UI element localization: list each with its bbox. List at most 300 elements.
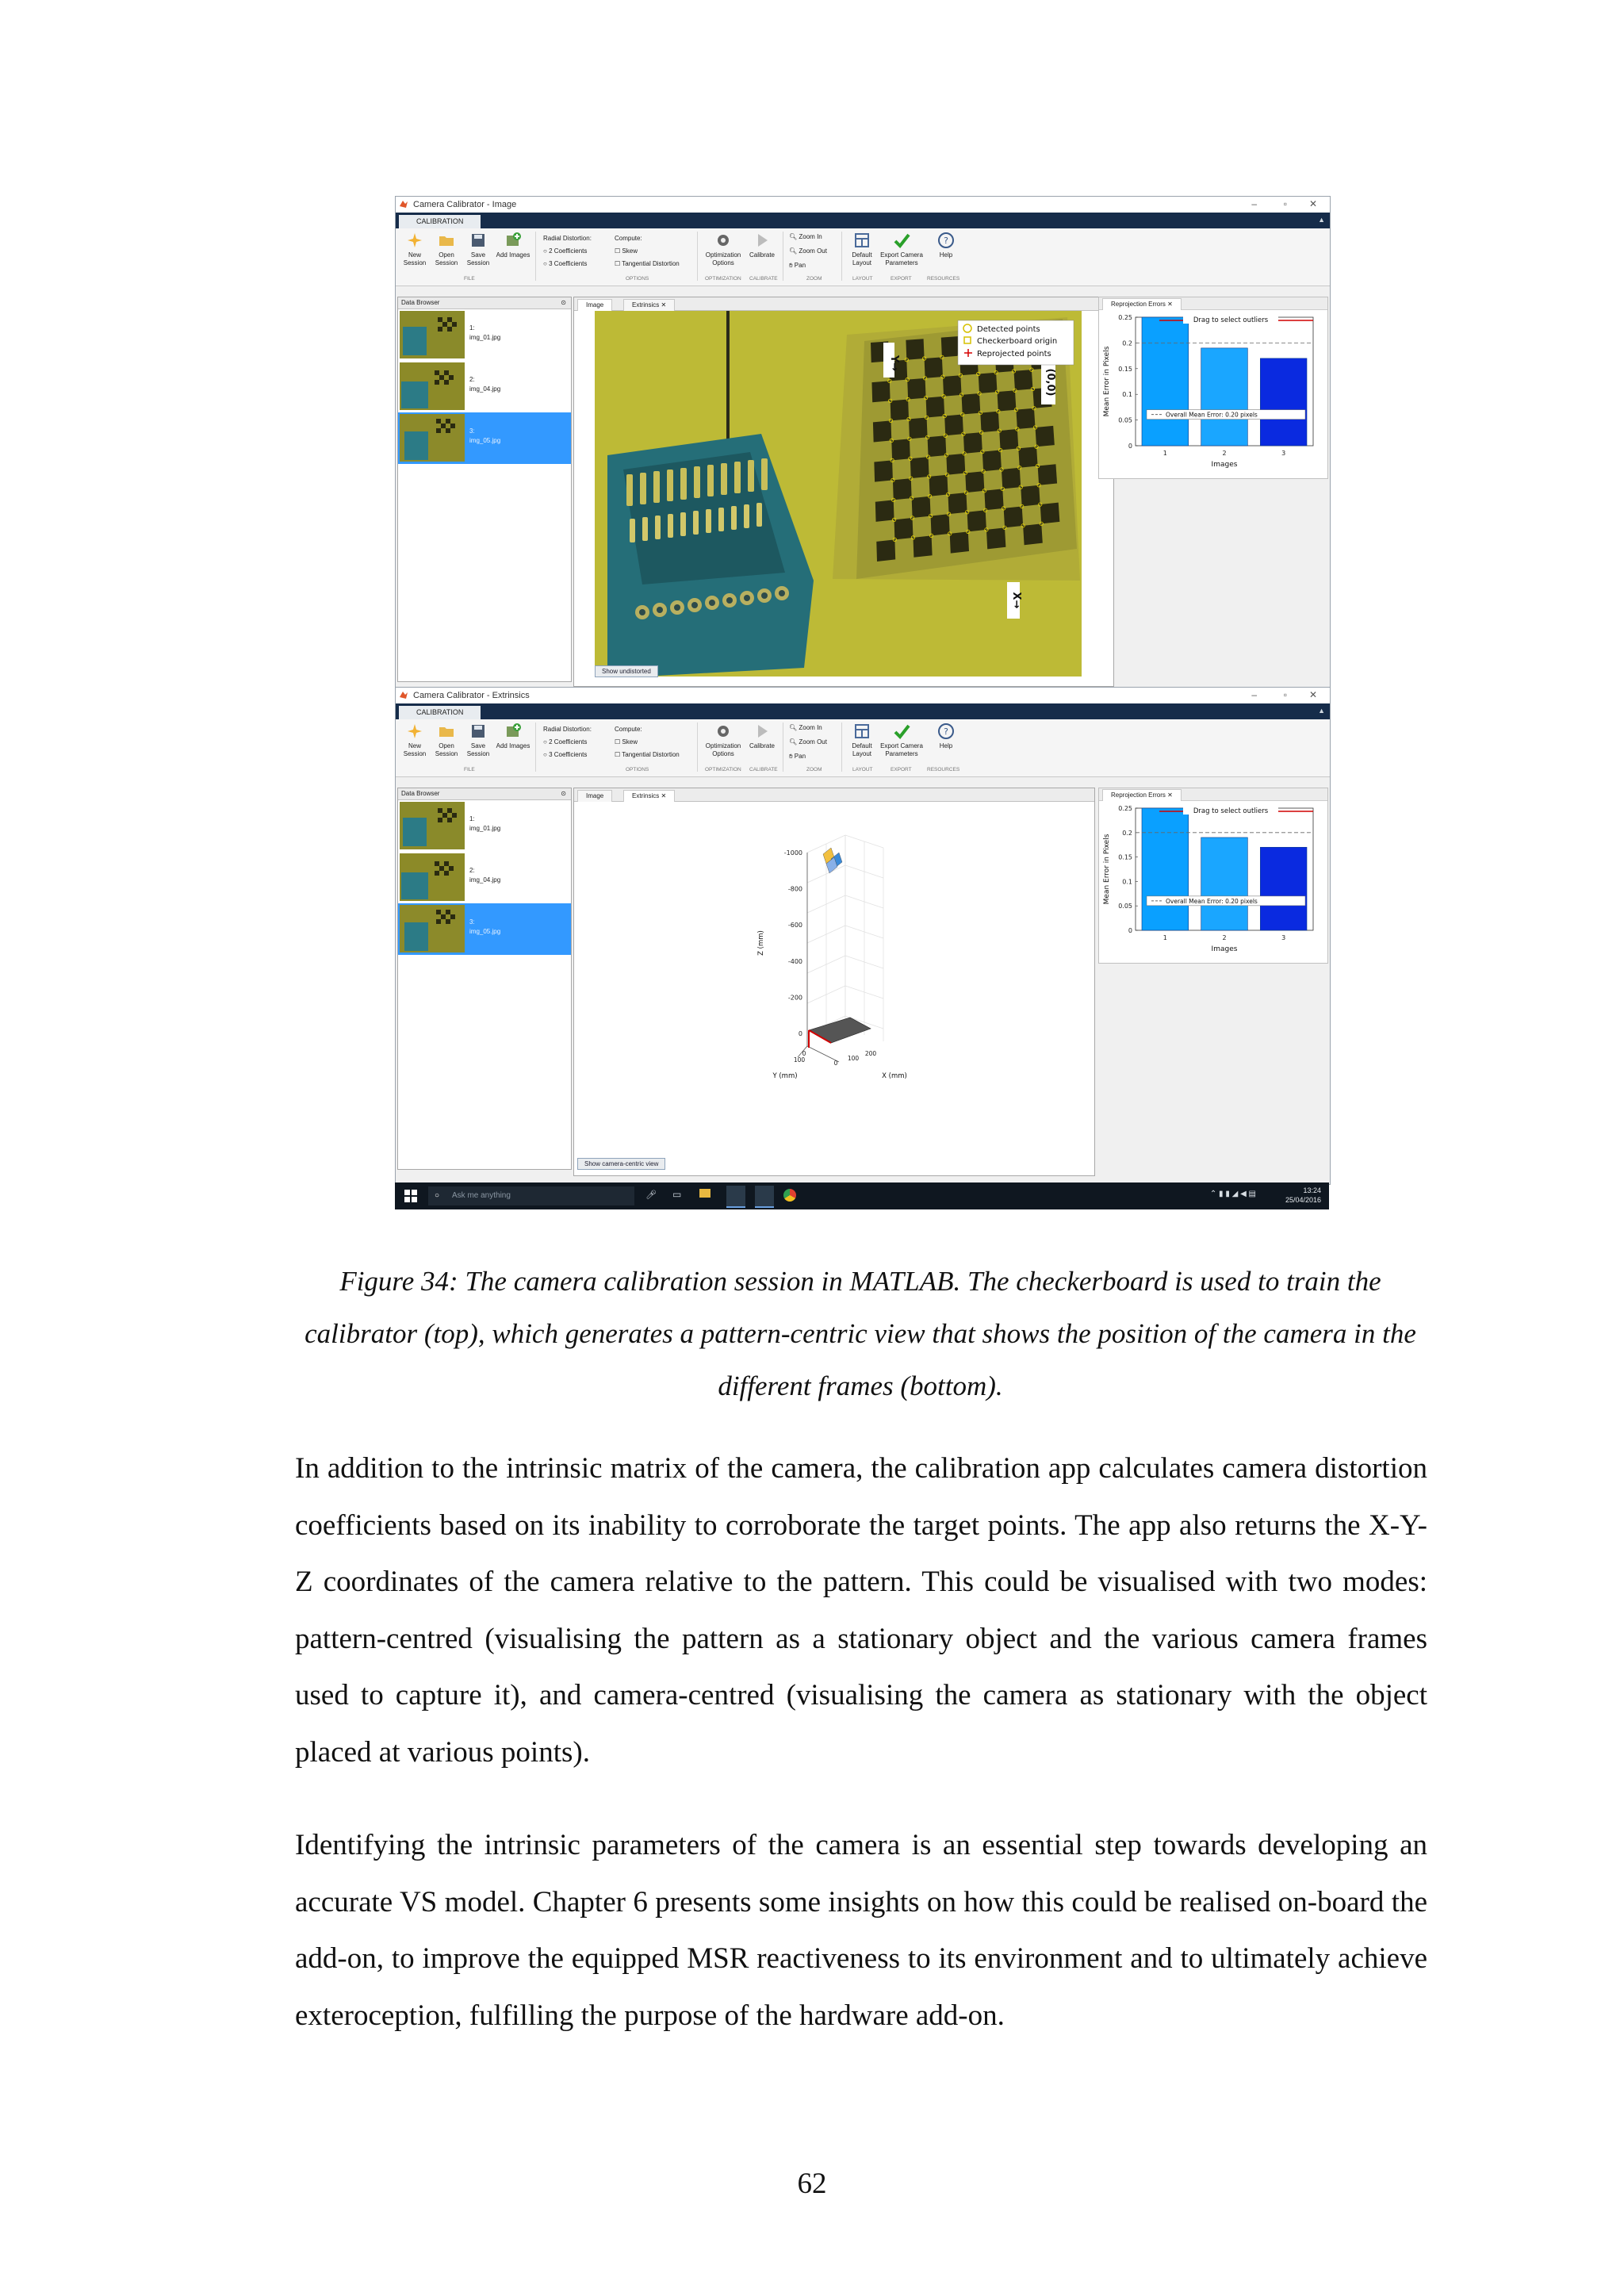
y-tick-label: 0	[1128, 927, 1132, 934]
thumbnail-image	[400, 362, 465, 410]
y-tick-label: 0.2	[1122, 829, 1132, 837]
section-options: OPTIONS	[626, 767, 649, 772]
close-tab-icon[interactable]: ✕	[661, 792, 667, 799]
zoom-in-button[interactable]: 🔍︎ Zoom In	[789, 233, 822, 240]
body-paragraph-2: Identifying the intrinsic parameters of the camera is an essential step towards developing an accurate VS model. Chapter 6 presents some insights on how this could be realised on-board the add-on, to improve the equipped MSR reactiveness to its environment and to ultimately achieve exteroception, fulfilling the purpose of the hardware add-on.	[295, 1829, 1427, 2032]
body-paragraph-1: In addition to the intrinsic matrix of the camera, the calibration app calculates camera distortion coefficients based on its inability to corroborate the target points. The app also returns the X-Y-Z coordinates of the camera relative to the pattern. This could be visualised with two modes: pattern-centred (visualising the pattern as a stationary object and the various camera frames used to capture it), and camera-centred (visualising the camera as stationary with the object placed at various points).	[295, 1452, 1427, 1769]
export-camera-parameters-button[interactable]	[879, 723, 924, 758]
windows-start-icon[interactable]	[404, 1190, 417, 1202]
default-layout-button[interactable]	[845, 723, 879, 758]
socket	[748, 460, 754, 492]
data-browser-item-label: 3: img_05.jpg	[469, 427, 501, 444]
taskbar-search-box[interactable]	[428, 1186, 634, 1205]
reprojection-errors-panel	[1098, 297, 1328, 479]
taskbar-time: 13:24	[1303, 1186, 1321, 1194]
calibrate-button[interactable]	[745, 723, 779, 750]
thumbnail-image	[400, 802, 465, 849]
data-browser-item-label: 1: img_01.jpg	[469, 324, 501, 341]
pan-label: Pan	[794, 262, 806, 269]
data-browser-item-selected[interactable]	[398, 903, 571, 955]
ribbon-separator	[841, 723, 842, 772]
three-coefficients-label: 3 Coefficients	[549, 751, 588, 758]
y-axis-label: Y (mm)	[772, 1072, 798, 1080]
help-icon	[937, 232, 955, 249]
close-tab-icon[interactable]: ✕	[1167, 301, 1173, 308]
new-session-label: New Session	[403, 742, 427, 757]
matlab-taskbar-icon[interactable]	[726, 1186, 745, 1208]
add-images-label: Add Images	[496, 742, 530, 749]
checkerboard-square	[906, 339, 924, 360]
thumbnail-image	[400, 414, 465, 462]
section-export: EXPORT	[891, 276, 912, 282]
task-view-icon[interactable]: ▭	[672, 1189, 682, 1200]
compute-label: Compute:	[615, 726, 642, 733]
zoom-in-label: Zoom In	[799, 233, 822, 240]
error-bar	[1201, 348, 1248, 446]
socket	[694, 466, 700, 498]
error-bar	[1260, 847, 1307, 930]
tangential-label: Tangential Distortion	[622, 751, 680, 758]
checkerboard-square	[907, 378, 925, 400]
socket-hole	[709, 600, 715, 606]
section-options: OPTIONS	[626, 276, 649, 282]
tangential-label: Tangential Distortion	[622, 260, 680, 267]
z-tick-label: 0	[798, 1030, 802, 1037]
tab-reprojection-errors[interactable]	[1102, 298, 1182, 310]
checkerboard-square	[909, 417, 928, 439]
open-session-button[interactable]	[429, 723, 464, 758]
section-layout: LAYOUT	[852, 276, 873, 282]
reprojection-tab-label: Reprojection Errors	[1111, 792, 1166, 799]
z-tick-label: -800	[787, 885, 802, 893]
viewer-tabs	[574, 788, 1094, 802]
section-resources: RESOURCES	[927, 276, 960, 282]
x-axis-label: Images	[1211, 945, 1238, 953]
export-camera-parameters-label: Export Camera Parameters	[880, 742, 923, 757]
socket	[626, 474, 633, 506]
y-axis-label: Mean Error in Pixels	[1103, 346, 1111, 417]
help-button[interactable]	[929, 723, 963, 750]
tab-extrinsics-label: Extrinsics	[632, 792, 660, 799]
reprojection-tab-bar	[1099, 297, 1327, 310]
figure-caption: Figure 34: The camera calibration session in MATLAB. The checkerboard is used to train the calibrator (top), which generates a pattern-centric view that shows the position of the camera in the different frames (bottom).	[304, 1266, 1416, 1401]
new-session-button[interactable]	[397, 232, 432, 267]
pan-button[interactable]: ✋︎ Pan	[789, 262, 806, 269]
title-bar	[396, 688, 1330, 703]
tangential-checkbox[interactable]: ☐ Tangential Distortion	[615, 751, 680, 758]
data-browser-menu-icon[interactable]: ⊙	[561, 299, 566, 306]
zoom-in-label: Zoom In	[799, 724, 822, 731]
window-title: Camera Calibrator - Extrinsics	[413, 691, 530, 700]
pan-label: Pan	[794, 753, 806, 760]
gear-icon	[714, 232, 732, 249]
system-tray-icons[interactable]: ⌃ ▮ ▮ ◢ ◀ ▤	[1209, 1190, 1256, 1198]
error-bar	[1142, 317, 1189, 446]
layout-icon	[853, 723, 871, 740]
taskbar-date: 25/04/2016	[1285, 1196, 1321, 1204]
socket	[667, 470, 673, 501]
checkerboard-square	[926, 397, 945, 418]
viewer-tabs	[574, 297, 1113, 311]
error-bar	[1142, 808, 1189, 930]
socket	[718, 508, 724, 531]
x-tick-label: 3	[1281, 934, 1286, 941]
data-browser-item-selected[interactable]	[398, 412, 571, 464]
two-coefficients-label: 2 Coefficients	[549, 247, 588, 255]
data-browser-item[interactable]	[398, 309, 571, 361]
taskbar-search-placeholder: Ask me anything	[452, 1191, 511, 1200]
ribbon-separator	[535, 232, 536, 281]
checkerboard-square	[928, 435, 947, 457]
calibrator-image-window	[395, 196, 1331, 689]
socket	[744, 504, 749, 528]
checkerboard-square	[963, 432, 982, 454]
two-coefficients-label: 2 Coefficients	[549, 738, 588, 746]
checkerboard-square	[876, 539, 895, 562]
checkerboard-square	[979, 373, 998, 393]
open-session-label: Open Session	[435, 251, 458, 266]
section-zoom: ZOOM	[806, 767, 822, 772]
help-label: Help	[939, 251, 953, 259]
optimization-options-label: Optimization Options	[705, 251, 741, 266]
checkerboard-square	[941, 336, 959, 357]
add-images-button[interactable]	[496, 232, 530, 259]
socket-hole	[674, 604, 680, 611]
skew-checkbox[interactable]: ☐ Skew	[615, 247, 638, 255]
skew-label: Skew	[622, 738, 638, 746]
legend-origin: Checkerboard origin	[977, 337, 1058, 346]
toolstrip	[396, 228, 1330, 286]
checkerboard-square	[986, 527, 1005, 549]
export-camera-parameters-label: Export Camera Parameters	[880, 251, 923, 266]
collapse-ribbon-icon[interactable]: ▲	[1318, 707, 1325, 715]
open-session-button[interactable]	[429, 232, 464, 267]
ribbon-tabstrip	[396, 703, 1330, 719]
reprojection-tab-bar	[1099, 788, 1327, 801]
section-calibrate: CALIBRATE	[749, 767, 778, 772]
x-axis-label: X (mm)	[882, 1072, 907, 1080]
help-label: Help	[939, 742, 953, 749]
save-session-button[interactable]	[461, 723, 496, 758]
checkmark-icon	[893, 232, 910, 249]
checkerboard-square	[931, 514, 950, 535]
overall-mean-label: Overall Mean Error: 0.20 pixels	[1166, 897, 1258, 905]
checkerboard-square	[873, 420, 891, 442]
skew-checkbox[interactable]: ☐ Skew	[615, 738, 638, 746]
matlab-logo-icon	[399, 690, 408, 700]
calibrate-icon	[753, 723, 771, 740]
save-icon	[469, 723, 487, 740]
ribbon-separator	[841, 232, 842, 281]
section-export: EXPORT	[891, 767, 912, 772]
two-coefficients-radio[interactable]: ○ 2 Coefficients	[543, 738, 588, 746]
checkerboard-square	[1004, 506, 1023, 527]
checkerboard-square	[1002, 468, 1021, 489]
thumbnail-image	[400, 905, 465, 953]
zoom-out-button[interactable]: 🔍︎ Zoom Out	[789, 738, 827, 746]
checkerboard-square	[875, 500, 894, 521]
checkerboard-square	[984, 489, 1003, 510]
export-camera-parameters-button[interactable]	[879, 232, 924, 267]
default-layout-label: Default Layout	[852, 742, 872, 757]
data-browser-header	[398, 297, 571, 309]
tab-image[interactable]: Image	[577, 299, 612, 311]
section-file: FILE	[464, 276, 475, 282]
show-undistorted-button[interactable]: Show undistorted	[595, 665, 658, 677]
checkerboard-square	[871, 381, 890, 402]
checkerboard-square	[910, 457, 929, 478]
checkerboard-square	[913, 535, 932, 557]
checkerboard-square	[1036, 426, 1055, 447]
checkmark-icon	[893, 723, 910, 740]
z-tick-label: -1000	[783, 849, 802, 857]
data-browser-item-label: 2: img_04.jpg	[469, 867, 501, 884]
zoom-in-button[interactable]: 🔍︎ Zoom In	[789, 724, 822, 731]
data-browser-item-label: 1: img_01.jpg	[469, 815, 501, 832]
checkerboard-square	[980, 412, 999, 433]
data-browser-item[interactable]	[398, 852, 571, 903]
calibrator-extrinsics-window	[395, 687, 1331, 1185]
checkerboard-square	[948, 493, 967, 514]
socket	[707, 465, 714, 496]
tab-calibration[interactable]: CALIBRATION	[399, 706, 481, 719]
folder-icon	[438, 232, 455, 249]
socket-hole	[639, 609, 645, 615]
add-images-icon	[504, 232, 522, 249]
socket	[630, 519, 635, 542]
two-coefficients-radio[interactable]: ○ 2 Coefficients	[543, 247, 588, 255]
microphone-icon[interactable]: 🎤︎	[645, 1190, 657, 1200]
ribbon-tabstrip	[396, 213, 1330, 228]
minimize-icon[interactable]: –	[1251, 198, 1257, 209]
z-tick-label: -600	[787, 922, 802, 930]
thumbnail-image	[400, 853, 465, 901]
section-optimization: OPTIMIZATION	[705, 276, 741, 282]
checkerboard-square	[962, 393, 981, 415]
x-tick-label: 200	[864, 1050, 877, 1057]
socket	[655, 516, 661, 539]
calibrate-label: Calibrate	[749, 251, 775, 259]
checkerboard-square	[965, 471, 984, 493]
error-bar	[1201, 838, 1248, 930]
three-coefficients-radio[interactable]: ○ 3 Coefficients	[543, 260, 588, 267]
checkerboard-square	[1016, 408, 1035, 429]
data-browser-item[interactable]	[398, 361, 571, 412]
thumbnail-image	[400, 311, 465, 358]
drag-hint-label: Drag to select outliers	[1193, 807, 1269, 815]
checkerboard-square	[893, 478, 912, 500]
svg-text:?: ?	[944, 726, 948, 737]
checkerboard-square	[1040, 503, 1060, 524]
add-images-icon	[504, 723, 522, 740]
data-browser-title: Data Browser	[401, 299, 440, 306]
toolstrip	[396, 719, 1330, 777]
y-tick-label: 0.05	[1118, 903, 1132, 910]
board-origin-label: (0,0)	[1044, 368, 1056, 397]
checkerboard-square	[1038, 464, 1057, 485]
socket	[761, 458, 768, 490]
three-coefficients-radio[interactable]: ○ 3 Coefficients	[543, 751, 588, 758]
checkerboard-square	[950, 531, 969, 553]
file-explorer-icon[interactable]	[699, 1189, 710, 1198]
save-session-label: Save Session	[466, 251, 490, 266]
socket	[640, 473, 646, 504]
new-session-button[interactable]	[397, 723, 432, 758]
checkerboard-square	[999, 429, 1018, 450]
extrinsics-viewer	[573, 788, 1095, 1176]
optimization-options-label: Optimization Options	[705, 742, 741, 757]
matlab-logo-icon	[399, 199, 408, 209]
checkerboard-square	[946, 454, 965, 475]
tab-reprojection-errors[interactable]	[1102, 789, 1182, 801]
y-tick-label: 0.15	[1118, 365, 1132, 373]
section-calibrate: CALIBRATE	[749, 276, 778, 282]
new-session-label: New Session	[403, 251, 427, 266]
reprojection-tab-label: Reprojection Errors	[1111, 301, 1166, 308]
pan-button[interactable]: ✋︎ Pan	[789, 753, 806, 760]
skew-label: Skew	[622, 247, 638, 255]
x-tick-label: 100	[847, 1055, 860, 1062]
extrinsics-3d-plot	[574, 802, 1093, 1159]
data-browser-title: Data Browser	[401, 790, 440, 797]
legend-detected: Detected points	[977, 325, 1040, 334]
section-file: FILE	[464, 767, 475, 772]
checkerboard-square	[1023, 523, 1043, 545]
checkerboard-square	[891, 439, 910, 460]
default-layout-button[interactable]	[845, 232, 879, 267]
checkerboard-square	[944, 415, 963, 436]
socket	[756, 503, 762, 527]
zoom-out-label: Zoom Out	[799, 247, 827, 255]
data-browser-item[interactable]	[398, 800, 571, 852]
y-tick-label: 0.25	[1118, 805, 1132, 812]
checkerboard-square	[943, 375, 962, 397]
calibrator-taskbar-icon[interactable]	[755, 1186, 774, 1208]
socket	[734, 462, 741, 493]
section-zoom: ZOOM	[806, 276, 822, 282]
reprojection-errors-panel	[1098, 788, 1328, 964]
checkerboard-square	[982, 450, 1002, 472]
checkerboard-square	[894, 518, 914, 539]
y-tick-label: 100	[793, 1056, 806, 1064]
x-tick-label: 1	[1162, 934, 1167, 941]
window-title: Camera Calibrator - Image	[413, 200, 517, 209]
board-y-label: Y→	[888, 355, 900, 372]
close-icon[interactable]: ✕	[1308, 689, 1317, 700]
checkerboard-square	[912, 496, 931, 518]
x-tick-label: 2	[1222, 934, 1227, 941]
x-tick-label: 1	[1162, 450, 1167, 457]
compute-label: Compute:	[615, 235, 642, 242]
socket	[668, 514, 673, 538]
socket-hole	[744, 595, 750, 601]
calibration-image	[595, 311, 1082, 677]
tab-image[interactable]: Image	[577, 790, 612, 802]
minimize-icon[interactable]: –	[1251, 689, 1257, 700]
y-axis-label: Mean Error in Pixels	[1103, 834, 1111, 905]
overall-mean-label: Overall Mean Error: 0.20 pixels	[1166, 411, 1258, 419]
close-tab-icon[interactable]: ✕	[1167, 792, 1173, 799]
windows-taskbar	[395, 1182, 1329, 1209]
calibrate-label: Calibrate	[749, 742, 775, 749]
zoom-out-label: Zoom Out	[799, 738, 827, 746]
help-button[interactable]	[929, 232, 963, 259]
calibrate-button[interactable]	[745, 232, 779, 259]
add-images-button[interactable]	[496, 723, 530, 750]
data-browser-header	[398, 788, 571, 800]
socket-hole	[761, 592, 768, 599]
collapse-ribbon-icon[interactable]: ▲	[1318, 216, 1325, 224]
maximize-icon[interactable]: ▫	[1283, 198, 1287, 209]
open-session-label: Open Session	[435, 742, 458, 757]
tab-extrinsics-label: Extrinsics	[632, 301, 660, 309]
chrome-icon[interactable]	[783, 1189, 796, 1202]
checkerboard-square	[874, 460, 893, 481]
taskbar-clock[interactable]	[1285, 1186, 1321, 1205]
image-viewer	[573, 297, 1114, 687]
zoom-out-button[interactable]: 🔍︎ Zoom Out	[789, 247, 827, 255]
y-tick-label: 0.1	[1122, 878, 1132, 886]
socket-hole	[657, 607, 663, 613]
show-camera-centric-view-button[interactable]: Show camera-centric view	[577, 1158, 665, 1170]
radial-distortion-label: Radial Distortion:	[543, 235, 592, 242]
ribbon-separator	[697, 232, 698, 281]
checkerboard-square	[1014, 370, 1033, 390]
tab-extrinsics[interactable]	[623, 790, 675, 802]
save-session-button[interactable]	[461, 232, 496, 267]
checkerboard-square	[925, 357, 943, 378]
gear-icon	[714, 723, 732, 740]
radial-distortion-label: Radial Distortion:	[543, 726, 592, 733]
data-browser-item-label: 2: img_04.jpg	[469, 376, 501, 393]
maximize-icon[interactable]: ▫	[1283, 689, 1287, 700]
x-tick-label: 2	[1222, 450, 1227, 457]
new-session-icon	[406, 232, 423, 249]
socket	[642, 517, 648, 541]
tab-extrinsics[interactable]	[623, 299, 675, 311]
error-bar	[1260, 358, 1307, 446]
title-bar	[396, 197, 1330, 213]
socket-hole	[726, 597, 733, 604]
optimization-options-button[interactable]	[702, 232, 745, 267]
close-icon[interactable]: ✕	[1308, 198, 1317, 209]
y-tick-label: 0	[802, 1050, 806, 1057]
close-tab-icon[interactable]: ✕	[661, 301, 667, 309]
checkerboard-square	[967, 510, 986, 531]
tab-calibration[interactable]: CALIBRATION	[399, 215, 481, 228]
socket-hole	[779, 590, 785, 596]
legend-reprojected: Reprojected points	[977, 350, 1051, 358]
reprojection-chart	[1099, 800, 1327, 962]
data-browser-menu-icon[interactable]: ⊙	[561, 790, 566, 797]
x-tick-label: 0	[833, 1060, 838, 1067]
search-circle-icon: ○	[435, 1191, 440, 1200]
socket	[653, 471, 660, 503]
data-browser	[397, 788, 572, 1170]
socket	[680, 512, 686, 536]
optimization-options-button[interactable]	[702, 723, 745, 758]
socket	[721, 463, 727, 495]
three-coefficients-label: 3 Coefficients	[549, 260, 588, 267]
y-tick-label: 0.05	[1118, 416, 1132, 424]
layout-icon	[853, 232, 871, 249]
tangential-checkbox[interactable]: ☐ Tangential Distortion	[615, 260, 680, 267]
y-tick-label: 0.25	[1118, 314, 1132, 321]
checkerboard-square	[997, 390, 1016, 411]
socket	[731, 506, 737, 530]
default-layout-label: Default Layout	[852, 251, 872, 266]
save-session-label: Save Session	[466, 742, 490, 757]
